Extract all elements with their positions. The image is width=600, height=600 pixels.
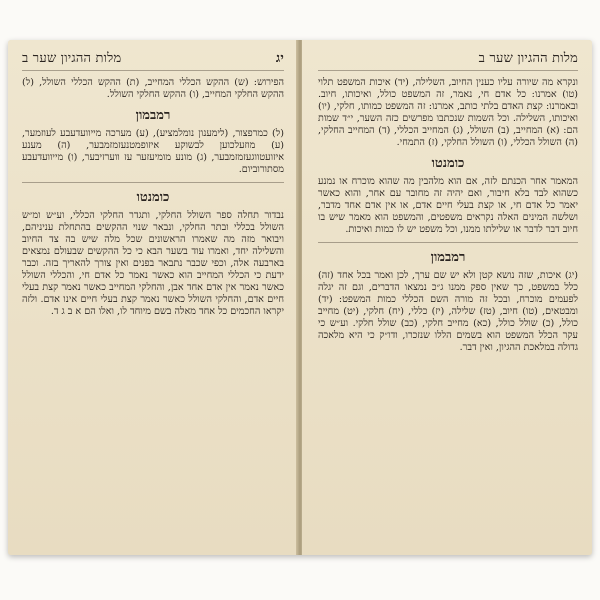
right-section-1-title: כומנטו (431, 156, 465, 171)
right-section-1-paragraph: המאמר אחר הכנתם לזה, אם הוא מלהבין מה שהוא מוכרח או נמנע כשהוא לבד בלא חיבור, ואם יהיה זה מחובר עם אחר, והוא כאשר יאמר כל אדם חי, או קצת בעלי חיים אדם, או אין אדם אחד מדבר, ושלשה המינים האלה נקראים משפטים, והמשפט הוא מאמר שיש בו חיוב דבר לדבר או שלילתו ממנו, וכל משפט יש לו כמות ואיכות. (314, 176, 578, 235)
left-page (8, 40, 298, 555)
right-section-2-title: רמבמון (430, 250, 466, 265)
left-page-header (22, 50, 284, 71)
right-page-running-title: מלות ההגיון שער ב (478, 51, 578, 66)
left-section-2-title: כומנטו (136, 190, 170, 205)
left-page-running-title: מלות ההגיון שער ב (22, 51, 122, 66)
right-page-top-paragraph: ונקרא מה שיורה עליו כענין החיוב, השלילה, (יד) איכות המשפט תלוי (טו) אמרנו: כל אדם חי, נאמר, זה המשפט כולל, ואיכותו, חיוב. ובאמרנו: קצת האדם בלתי כותב, אמרנו: זה המשפט כמותו, חלקי, (יו) ואיכותו, השלילה. וכל השמות שנכתבו מפרשים כזה השער, י״ד שמות הם: (א) המחייב, (ב) השולל, (ג) המחייב הכללי, (ד) המחייב החלקי, (ה) השולל הכללי, (ו) השולל החלקי, (ז) התמחי. (314, 77, 578, 148)
right-page-content (314, 50, 578, 543)
right-divider (318, 242, 578, 243)
left-page-content (18, 50, 284, 543)
left-divider (22, 182, 284, 183)
right-page (302, 40, 592, 555)
open-book (8, 40, 592, 555)
left-section-1-title: רמבמון (135, 108, 171, 123)
left-page-top-paragraph: הפירוש: (ש) ההקש הכללי המחייב, (ת) ההקש הכללי השולל, (ל) ההקש החלקי המחייב, (ו) ההקש החלקי השולל. (18, 77, 284, 100)
left-section-1-paragraph: (ל) כמרפצור, (לימענון נומלמציע), (ע) מערכה מייוועדעבע לעוזמער, (ע) מוזעלכוען לבשוקע איזופמטנעזמזמבער, (ה) מענע איזועטווגעזמזמבער, (ג) מונע מומיעזער עז ווערזיבער, (ו) מייוועדעבע מסתורוביום. (18, 128, 284, 175)
right-section-2-paragraph: (יג) איכות, שזה נושא קטן ולא יש שם ערך, לכן ואמר בכל אחד (זה) כלל במשפט, כך שאין ספק ממנו ג״כ נמצאו הדברים, וגם זה יגלה לפעמים מוכרח, ובכל זה מורה השם הכללי כמות המשפט: (יד) ומבטאים, (טו) חיוב, (טז) שלילה, (יז) כללי, (יח) חלקי, (יט) מחייב כולל, (כ) שולל כולל, (כא) מחייב חלקי, (כב) שולל חלקי. וע״ש כי עקר הכלל המשפט הוא בשמים הללו שנזכרו, ודו״ק כי היא מלאכה גדולה במלאכת ההגיון, ואין דבר. (314, 270, 578, 353)
left-section-2-paragraph: נבדור תחלה ספר השולל החלקי, ותגדר החלקי הכללי, וע״ש ומ״ש השולל בכללי ובתר החלקי, ונבאר שנוי ההקשים בהתחלת עניניהם, ויבואר מזה מה שאמרו הראשונים שכל מלה שיש בה צד החיוב והשלילה יחד, ואמרו עוד בשער הבא כי כל ההקשים שבעולם נמצאים בארבעה אלה, וכפי שכבר נתבאר בפנים ואין צורך להאריך בזה. וכבר ידעת כי הכללי המחייב הוא כאשר נאמר כל אדם חי, והכללי השולל כאשר נאמר אין אדם אחד אבן, והחלקי המחייב כאשר נאמר קצת בעלי חיים אדם, והחלקי השולל כאשר נאמר קצת בעלי חיים אינו אדם. ולזה יקראו החכמים כל אחד מאלה בשם מיוחד לו, ואלו הם א ב ג ד. (18, 210, 284, 317)
left-page-number: יג (275, 51, 284, 66)
right-page-header (318, 50, 578, 71)
